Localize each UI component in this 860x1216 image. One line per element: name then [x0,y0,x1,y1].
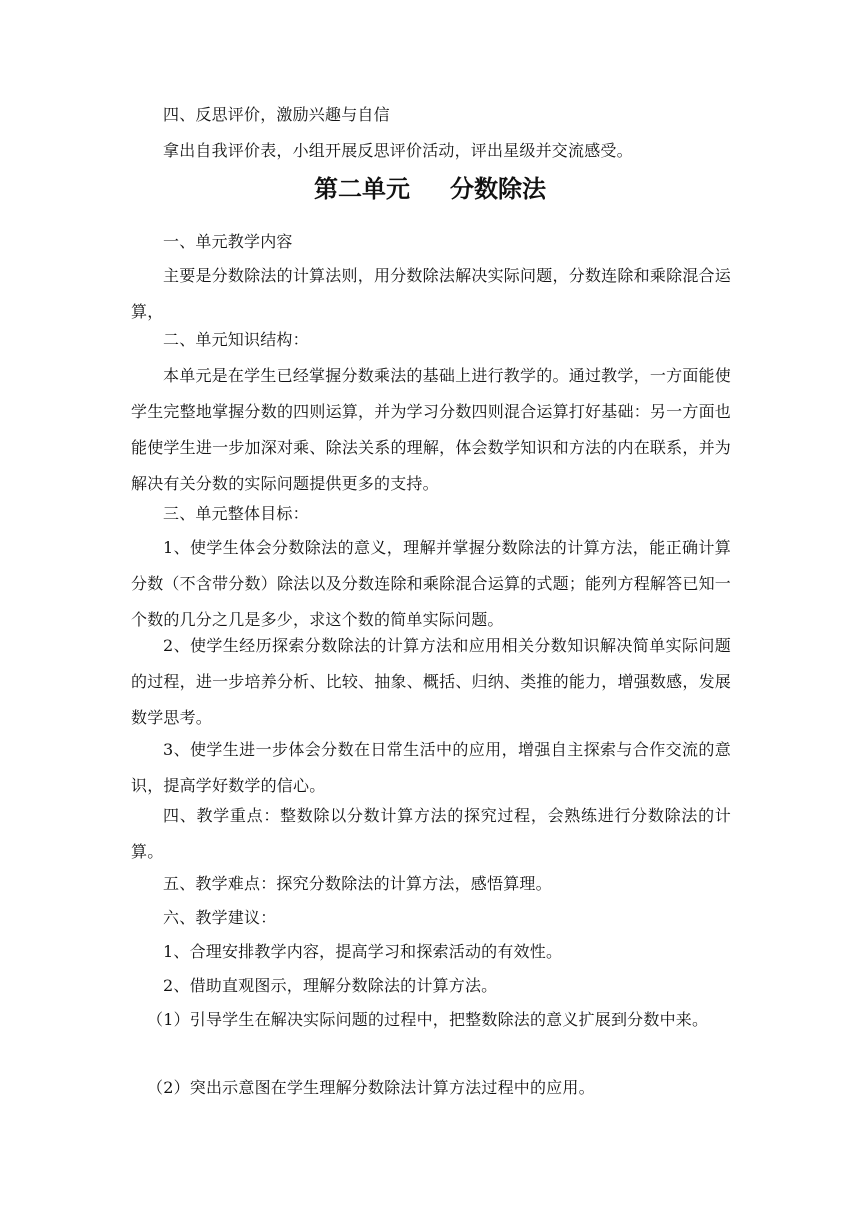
section-3-item-3: 3、使学生进一步体会分数在日常生活中的应用，增强自主探索与合作交流的意识，提高学好数学的信心。 [131,740,731,795]
section-6-heading: 六、教学建议： [163,908,277,927]
section-1-heading: 一、单元教学内容 [163,232,293,251]
section-3-item-1: 1、使学生体会分数除法的意义，理解并掌握分数除法的计算方法，能正确计算分数（不含带分数）除法以及分数连除和乘除混合运算的式题；能列方程解答已知一个数的几分之几是多少，求这个数的简单实际问题。 [131,538,731,629]
section-2-heading: 二、单元知识结构： [163,330,309,349]
unit-title-number: 第二单元 [314,175,410,203]
section-6-sub-2: （2）突出示意图在学生理解分数除法计算方法过程中的应用。 [147,1078,595,1097]
section-2-body: 本单元是在学生已经掌握分数乘法的基础上进行教学的。通过教学，一方面能使学生完整地掌握分数的四则运算，并为学习分数四则混合运算打好基础：另一方面也能使学生进一步加深对乘、除法关系的理解，体会数学知识和方法的内在联系，并为解决有关分数的实际问题提供更多的支持。 [131,366,731,493]
section-3-item-2: 2、使学生经历探索分数除法的计算方法和应用相关分数知识解决简单实际问题的过程，进一步培养分析、比较、抽象、概括、归纳、类推的能力，增强数感，发展数学思考。 [131,636,731,727]
section-6-item-1: 1、合理安排教学内容，提高学习和探索活动的有效性。 [163,942,563,961]
section-1-body: 主要是分数除法的计算法则，用分数除法解决实际问题，分数连除和乘除混合运算， [131,266,731,321]
unit-title-name: 分数除法 [450,175,546,203]
section-4-key-points: 四、教学重点：整数除以分数计算方法的探究过程，会熟练进行分数除法的计算。 [131,806,731,861]
section-3-heading: 三、单元整体目标： [163,504,309,523]
section-5-difficulties: 五、教学难点：探究分数除法的计算方法，感悟算理。 [163,874,552,893]
reflection-heading: 四、反思评价，激励兴趣与自信 [163,105,390,124]
reflection-text: 拿出自我评价表，小组开展反思评价活动，评出星级并交流感受。 [163,141,633,160]
unit-title [0,169,860,209]
section-6-sub-1: （1）引导学生在解决实际问题的过程中，把整数除法的意义扩展到分数中来。 [147,1010,709,1029]
section-6-item-2: 2、借助直观图示，理解分数除法的计算方法。 [163,976,498,995]
